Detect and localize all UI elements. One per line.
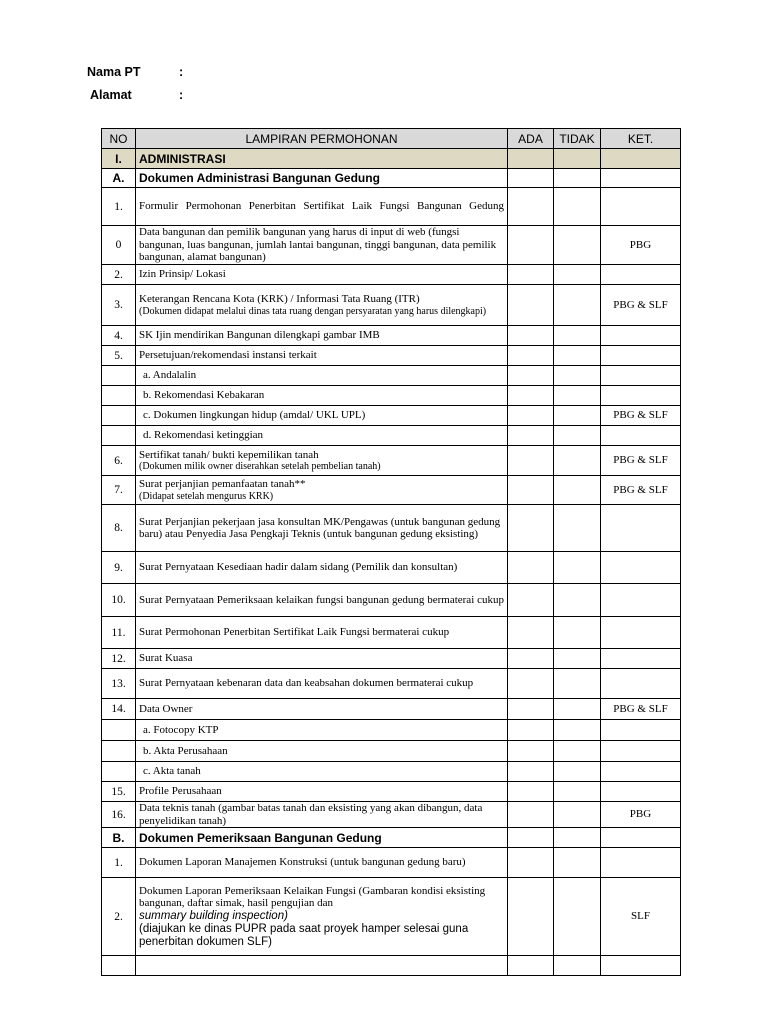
- tidak-cell[interactable]: [554, 828, 601, 848]
- ada-cell[interactable]: [508, 762, 554, 782]
- row-ket: PBG & SLF: [601, 476, 681, 505]
- ada-cell[interactable]: [508, 346, 554, 366]
- table-row: [102, 406, 681, 426]
- row-ket: [601, 265, 681, 285]
- row-text: b. Rekomendasi Kebakaran: [143, 389, 265, 402]
- ada-cell[interactable]: [508, 802, 554, 828]
- row-ket: PBG & SLF: [601, 699, 681, 720]
- table-row: [102, 762, 681, 782]
- row-ket: [601, 426, 681, 446]
- row-description: [136, 762, 508, 782]
- row-number: 6.: [102, 446, 136, 476]
- row-text: a. Andalalin: [143, 369, 197, 382]
- attachment-checklist-table: [101, 128, 681, 976]
- tidak-cell[interactable]: [554, 149, 601, 169]
- row-ket: [601, 366, 681, 386]
- row-number: 2.: [102, 265, 136, 285]
- row-ket: [601, 782, 681, 802]
- row-number: 10.: [102, 584, 136, 617]
- row-description: [136, 386, 508, 406]
- table-row: [102, 669, 681, 699]
- table-row: [102, 720, 681, 741]
- row-ket: [601, 326, 681, 346]
- table-row: [102, 782, 681, 802]
- ada-cell[interactable]: [508, 386, 554, 406]
- row-text: Surat Pernyataan kebenaran data dan keabsahan dokumen bermaterai cukup: [139, 677, 474, 690]
- row-ket: PBG: [601, 226, 681, 265]
- tidak-cell[interactable]: [554, 762, 601, 782]
- row-ket: PBG: [601, 802, 681, 828]
- row-ket: [601, 848, 681, 878]
- tidak-cell[interactable]: [554, 741, 601, 762]
- ada-cell[interactable]: [508, 505, 554, 552]
- row-description: [136, 505, 508, 552]
- row-ket: [601, 720, 681, 741]
- tidak-cell[interactable]: [554, 878, 601, 956]
- row-description: [136, 669, 508, 699]
- col-header-no: NO: [102, 129, 136, 149]
- ada-cell[interactable]: [508, 848, 554, 878]
- ada-cell[interactable]: [508, 956, 554, 976]
- row-text: Data Owner: [139, 702, 193, 715]
- row-text: Izin Prinsip/ Lokasi: [139, 268, 226, 281]
- row-text-tail: (diajukan ke dinas PUPR pada saat proyek hamper selesai guna penerbitan dokumen SLF): [139, 922, 469, 948]
- row-description: [136, 878, 508, 956]
- row-number: [102, 741, 136, 762]
- row-description: [136, 802, 508, 828]
- row-number: [102, 366, 136, 386]
- row-description: [136, 720, 508, 741]
- table-row: [102, 346, 681, 366]
- ada-cell[interactable]: [508, 669, 554, 699]
- section-a-row: [102, 169, 681, 188]
- row-text: Sertifikat tanah/ bukti kepemilikan tanah: [139, 448, 319, 461]
- table-row: [102, 285, 681, 326]
- table-row: [102, 878, 681, 956]
- ada-cell[interactable]: [508, 406, 554, 426]
- tidak-cell[interactable]: [554, 346, 601, 366]
- tidak-cell[interactable]: [554, 476, 601, 505]
- company-name-colon: :: [179, 65, 184, 79]
- tidak-cell[interactable]: [554, 326, 601, 346]
- section-title: Dokumen Pemeriksaan Bangunan Gedung: [136, 828, 508, 848]
- row-number: 15.: [102, 782, 136, 802]
- col-header-tidak: TIDAK: [554, 129, 601, 149]
- table-row: [102, 188, 681, 226]
- tidak-cell[interactable]: [554, 956, 601, 976]
- row-number: [102, 956, 136, 976]
- row-text: a. Fotocopy KTP: [143, 723, 219, 736]
- address-colon: :: [179, 88, 184, 102]
- row-number: [102, 426, 136, 446]
- empty-row: [102, 956, 681, 976]
- tidak-cell[interactable]: [554, 285, 601, 326]
- row-ket: [601, 669, 681, 699]
- row-text: Dokumen Laporan Manajemen Konstruksi (untuk bangunan gedung baru): [139, 856, 466, 869]
- row-text: c. Dokumen lingkungan hidup (amdal/ UKL UPL): [143, 409, 366, 422]
- row-text: Persetujuan/rekomendasi instansi terkait: [139, 349, 317, 362]
- row-text: Surat Perjanjian pekerjaan jasa konsultan MK/Pengawas (untuk bangunan gedung baru) atau Penyedia Jasa Pengkaji Teknis (untuk bangunan gedung eksisting): [139, 515, 501, 540]
- ada-cell[interactable]: [508, 226, 554, 265]
- row-number: 11.: [102, 617, 136, 649]
- tidak-cell[interactable]: [554, 446, 601, 476]
- row-ket: [601, 386, 681, 406]
- ada-cell[interactable]: [508, 782, 554, 802]
- tidak-cell[interactable]: [554, 169, 601, 188]
- table-row: [102, 584, 681, 617]
- row-text: Dokumen Laporan Pemeriksaan Kelaikan Fungsi (Gambaran kondisi eksisting bangunan, daftar simak, hasil pengujian dan: [139, 884, 486, 909]
- row-text: Data bangunan dan pemilik bangunan yang harus di input di web (fungsi bangunan, luas bangunan, jumlah lantai bangunan, tinggi bangunan, data pemilik bangunan, alamat bangunan): [139, 226, 497, 264]
- tidak-cell[interactable]: [554, 669, 601, 699]
- tidak-cell[interactable]: [554, 584, 601, 617]
- row-number: 4.: [102, 326, 136, 346]
- section-number: A.: [102, 169, 136, 188]
- row-description: [136, 406, 508, 426]
- row-number: 12.: [102, 649, 136, 669]
- row-number: [102, 386, 136, 406]
- ada-cell[interactable]: [508, 699, 554, 720]
- row-number: 1.: [102, 188, 136, 226]
- tidak-cell[interactable]: [554, 782, 601, 802]
- table-row: [102, 617, 681, 649]
- row-text: Formulir Permohonan Penerbitan Sertifikat Laik Fungsi Bangunan Gedung: [139, 200, 504, 213]
- row-number: 1.: [102, 848, 136, 878]
- row-description: [136, 265, 508, 285]
- row-ket: SLF: [601, 878, 681, 956]
- row-number: 9.: [102, 552, 136, 584]
- row-text: d. Rekomendasi ketinggian: [143, 429, 264, 442]
- section-number: B.: [102, 828, 136, 848]
- ada-cell[interactable]: [508, 878, 554, 956]
- row-text: Surat Permohonan Penerbitan Sertifikat Laik Fungsi bermaterai cukup: [139, 626, 450, 639]
- tidak-cell[interactable]: [554, 426, 601, 446]
- ada-cell[interactable]: [508, 720, 554, 741]
- row-text: b. Akta Perusahaan: [143, 744, 228, 757]
- tidak-cell[interactable]: [554, 226, 601, 265]
- ada-cell[interactable]: [508, 649, 554, 669]
- row-number: 8.: [102, 505, 136, 552]
- tidak-cell[interactable]: [554, 617, 601, 649]
- row-description: [136, 326, 508, 346]
- row-number: 0: [102, 226, 136, 265]
- ada-cell[interactable]: [508, 169, 554, 188]
- row-description[interactable]: [136, 956, 508, 976]
- ket-cell: [601, 956, 681, 976]
- row-text: Profile Perusahaan: [139, 785, 222, 798]
- row-text: Surat Pernyataan Kesediaan hadir dalam sidang (Pemilik dan konsultan): [139, 561, 458, 574]
- ada-cell[interactable]: [508, 552, 554, 584]
- row-description: [136, 649, 508, 669]
- tidak-cell[interactable]: [554, 552, 601, 584]
- table-row: [102, 476, 681, 505]
- row-description: [136, 584, 508, 617]
- col-header-lampiran: LAMPIRAN PERMOHONAN: [136, 129, 508, 149]
- row-note: (Didapat setelah mengurus KRK): [139, 490, 274, 502]
- row-note: (Dokumen didapat melalui dinas tata ruang dengan persyaratan yang harus dilengkapi): [139, 305, 487, 317]
- row-number: 2.: [102, 878, 136, 956]
- row-text: Data teknis tanah (gambar batas tanah dan eksisting yang akan dibangun, data penyelidikan tanah): [139, 802, 483, 827]
- row-description: [136, 782, 508, 802]
- row-description: [136, 426, 508, 446]
- row-ket: [601, 346, 681, 366]
- tidak-cell[interactable]: [554, 366, 601, 386]
- row-description: [136, 285, 508, 326]
- address-label: Alamat: [90, 88, 132, 102]
- col-header-ada: ADA: [508, 129, 554, 149]
- row-ket: [601, 741, 681, 762]
- section-title: Dokumen Administrasi Bangunan Gedung: [136, 169, 508, 188]
- section-title: ADMINISTRASI: [136, 149, 508, 169]
- row-description: [136, 699, 508, 720]
- row-text: Keterangan Rencana Kota (KRK) / Informasi Tata Ruang (ITR): [139, 293, 420, 306]
- ada-cell[interactable]: [508, 584, 554, 617]
- row-text: Surat Kuasa: [139, 652, 193, 665]
- row-number: 5.: [102, 346, 136, 366]
- table-row: [102, 741, 681, 762]
- row-description: [136, 226, 508, 265]
- section-administrasi-row: [102, 149, 681, 169]
- table-row: [102, 326, 681, 346]
- row-number: [102, 762, 136, 782]
- row-description: [136, 476, 508, 505]
- row-description: [136, 446, 508, 476]
- tidak-cell[interactable]: [554, 505, 601, 552]
- ada-cell[interactable]: [508, 446, 554, 476]
- row-text-italic: summary building inspection): [139, 909, 288, 922]
- table-row: [102, 366, 681, 386]
- row-text: SK Ijin mendirikan Bangunan dilengkapi gambar IMB: [139, 329, 380, 342]
- table-row: [102, 802, 681, 828]
- row-description: [136, 741, 508, 762]
- row-ket: PBG & SLF: [601, 406, 681, 426]
- table-row: [102, 446, 681, 476]
- ada-cell[interactable]: [508, 188, 554, 226]
- table-row: [102, 552, 681, 584]
- row-number: 7.: [102, 476, 136, 505]
- col-header-ket: KET.: [601, 129, 681, 149]
- section-b-row: [102, 828, 681, 848]
- company-name-label: Nama PT: [87, 65, 141, 79]
- table-row: [102, 848, 681, 878]
- table-row: [102, 426, 681, 446]
- row-description: [136, 848, 508, 878]
- table-row: [102, 699, 681, 720]
- ada-cell[interactable]: [508, 617, 554, 649]
- ada-cell[interactable]: [508, 476, 554, 505]
- row-ket: [601, 505, 681, 552]
- ket-cell: [601, 828, 681, 848]
- ada-cell[interactable]: [508, 326, 554, 346]
- row-ket: [601, 552, 681, 584]
- ada-cell[interactable]: [508, 149, 554, 169]
- row-ket: [601, 188, 681, 226]
- row-description: [136, 346, 508, 366]
- section-number: I.: [102, 149, 136, 169]
- row-text: c. Akta tanah: [143, 765, 201, 778]
- row-ket: [601, 649, 681, 669]
- row-number: [102, 406, 136, 426]
- tidak-cell[interactable]: [554, 649, 601, 669]
- tidak-cell[interactable]: [554, 699, 601, 720]
- row-ket: PBG & SLF: [601, 446, 681, 476]
- tidak-cell[interactable]: [554, 188, 601, 226]
- ket-cell: [601, 149, 681, 169]
- ada-cell[interactable]: [508, 366, 554, 386]
- row-ket: [601, 762, 681, 782]
- table-row: [102, 649, 681, 669]
- row-ket: PBG & SLF: [601, 285, 681, 326]
- row-number: 14.: [102, 699, 136, 720]
- row-number: 13.: [102, 669, 136, 699]
- row-description: [136, 617, 508, 649]
- tidak-cell[interactable]: [554, 720, 601, 741]
- ada-cell[interactable]: [508, 828, 554, 848]
- ada-cell[interactable]: [508, 265, 554, 285]
- row-description: [136, 366, 508, 386]
- row-ket: [601, 584, 681, 617]
- ada-cell[interactable]: [508, 426, 554, 446]
- table-row: [102, 265, 681, 285]
- table-row: [102, 226, 681, 265]
- row-text: Surat perjanjian pemanfaatan tanah**: [139, 478, 306, 491]
- row-ket: [601, 617, 681, 649]
- row-description: [136, 188, 508, 226]
- row-number: [102, 720, 136, 741]
- table-row: [102, 505, 681, 552]
- row-text: Surat Pernyataan Pemeriksaan kelaikan fungsi bangunan gedung bermaterai cukup: [139, 593, 504, 606]
- tidak-cell[interactable]: [554, 848, 601, 878]
- row-number: 16.: [102, 802, 136, 828]
- tidak-cell[interactable]: [554, 386, 601, 406]
- row-note: (Dokumen milik owner diserahkan setelah pembelian tanah): [139, 461, 381, 473]
- table-row: [102, 386, 681, 406]
- row-description: [136, 552, 508, 584]
- tidak-cell[interactable]: [554, 406, 601, 426]
- tidak-cell[interactable]: [554, 265, 601, 285]
- ada-cell[interactable]: [508, 285, 554, 326]
- table-header-row: [102, 129, 681, 149]
- ada-cell[interactable]: [508, 741, 554, 762]
- ket-cell: [601, 169, 681, 188]
- row-number: 3.: [102, 285, 136, 326]
- tidak-cell[interactable]: [554, 802, 601, 828]
